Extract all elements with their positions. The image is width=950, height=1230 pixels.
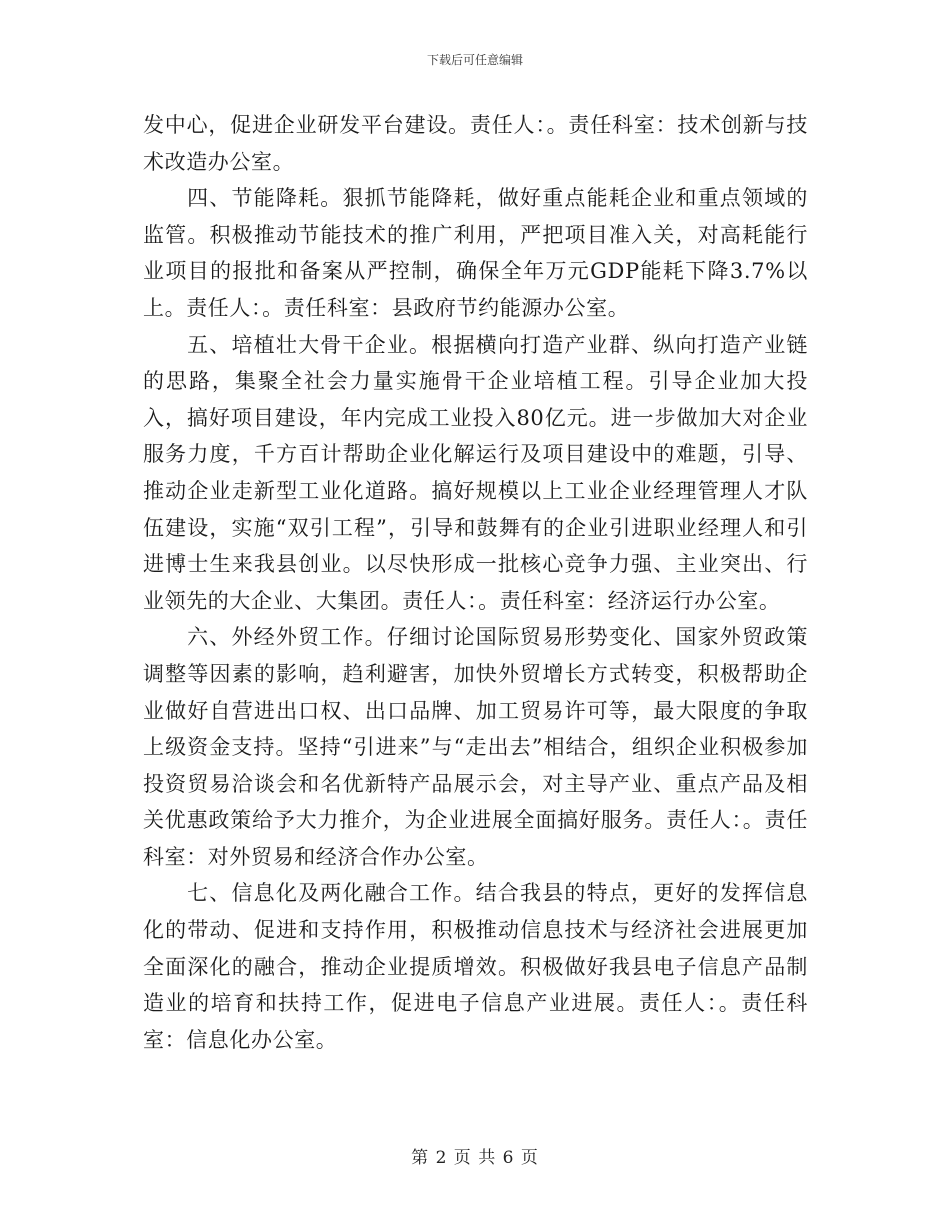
page-number-footer: 第 2 页 共 6 页 xyxy=(411,1148,539,1168)
paragraph-backbone-enterprises: 五、培植壮大骨干企业。根据横向打造产业群、纵向打造产业链的思路，集聚全社会力量实施骨干企业培植工程。引导企业加大投入，搞好项目建设，年内完成工业投入80亿元。进一步做加大对企业服务力度，千方百计帮助企业化解运行及项目建设中的难题，引导、推动企业走新型工业化道路。搞好规模以上工业企业经理管理人才队伍建设，实施“双引工程”，引导和鼓舞有的企业引进职业经理人和引进博士生来我县创业。以尽快形成一批核心竞争力强、主业突出、行业领先的大企业、大集团。责任人：。责任科室：经济运行办公室。 xyxy=(143,332,808,613)
paragraph-continuation: 发中心，促进企业研发平台建设。责任人：。责任科室：技术创新与技术改造办公室。 xyxy=(143,113,808,174)
paragraph-foreign-trade: 六、外经外贸工作。仔细讨论国际贸易形势变化、国家外贸政策调整等因素的影响，趋利避害，加快外贸增长方式转变，积极帮助企业做好自营进出口权、出口品牌、加工贸易许可等，最大限度的争取上级资金支持。坚持“引进来”与“走出去”相结合，组织企业积极参加投资贸易洽谈会和名优新特产品展示会，对主导产业、重点产品及相关优惠政策给予大力推介，为企业进展全面搞好服务。责任人：。责任科室：对外贸易和经济合作办公室。 xyxy=(143,625,808,869)
paragraph-informatization: 七、信息化及两化融合工作。结合我县的特点，更好的发挥信息化的带动、促进和支持作用，积极推动信息技术与经济社会进展更加全面深化的融合，推动企业提质增效。积极做好我县电子信息产品制造业的培育和扶持工作，促进电子信息产业进展。责任人：。责任科室：信息化办公室。 xyxy=(143,881,808,1052)
page-header-note: 下载后可任意编辑 xyxy=(426,53,523,67)
paragraph-energy-saving: 四、节能降耗。狠抓节能降耗，做好重点能耗企业和重点领域的监管。积极推动节能技术的推广利用，严把项目准入关，对高耗能行业项目的报批和备案从严控制，确保全年万元GDP能耗下降3.7%以上。责任人：。责任科室：县政府节约能源办公室。 xyxy=(143,186,808,320)
document-body xyxy=(143,107,808,1058)
